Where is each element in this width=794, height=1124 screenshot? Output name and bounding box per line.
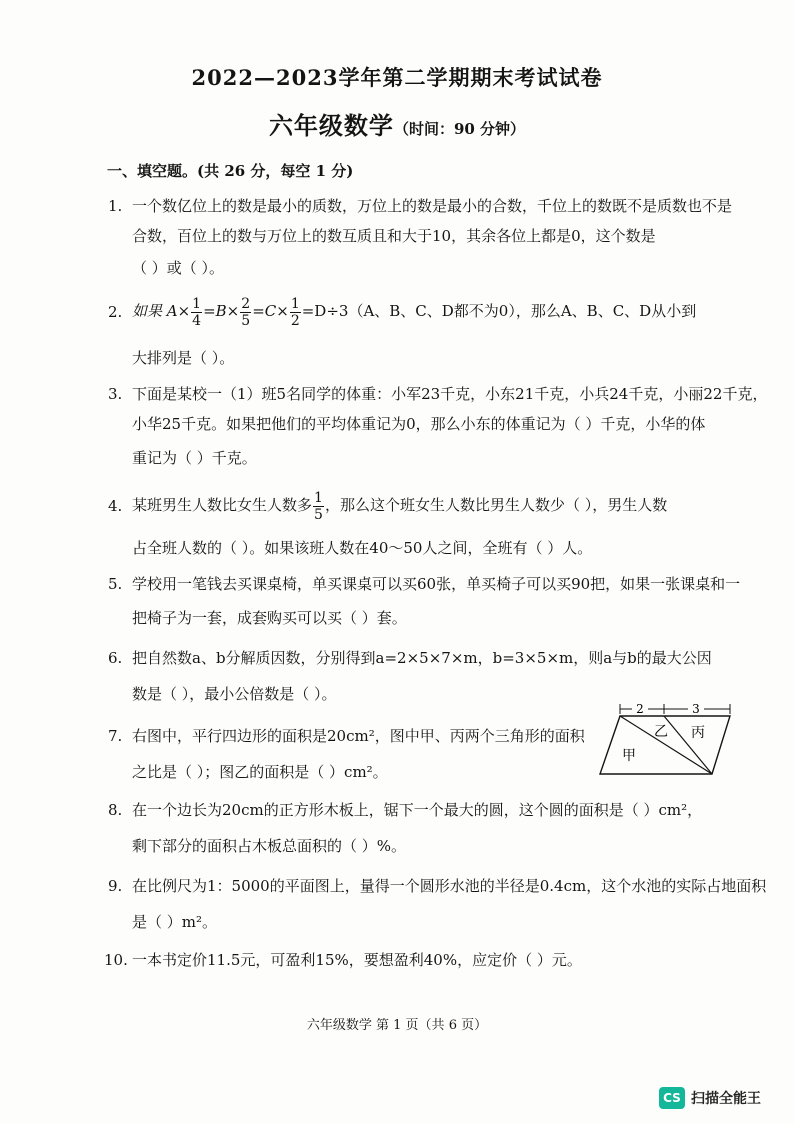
q4-denominator: 5 bbox=[314, 506, 323, 523]
q2-number: 2. bbox=[108, 303, 123, 321]
q4-line1 bbox=[132, 484, 667, 526]
q6-number: 6. bbox=[108, 649, 123, 667]
q3-number: 3. bbox=[108, 385, 123, 403]
q6-line2: 数是（ ），最小公倍数是（ ）。 bbox=[132, 685, 337, 703]
dim-label-left: 2 bbox=[636, 702, 644, 716]
q2-line2: 大排列是（ ）。 bbox=[132, 349, 235, 367]
q10-number: 10. bbox=[104, 951, 128, 969]
q10-line1: 一本书定价11.5元，可盈利15%，要想盈利40%，应定价（ ）元。 bbox=[132, 951, 582, 969]
q2-fraction-3 bbox=[290, 297, 301, 328]
exam-title: 2022—2023学年第二学期期末考试试卷 bbox=[191, 65, 603, 90]
q2-mid2: =C× bbox=[252, 302, 289, 320]
q2-line1 bbox=[132, 290, 696, 332]
q4-line2: 占全班人数的（ ）。如果该班人数在40～50人之间，全班有（ ）人。 bbox=[132, 539, 593, 557]
label-yi: 乙 bbox=[654, 724, 668, 740]
q3-line3: 重记为（ ）千克。 bbox=[132, 449, 257, 467]
exam-time: （时间：90 分钟） bbox=[393, 120, 526, 138]
camscanner-logo: CS bbox=[659, 1087, 685, 1109]
q2-f2-numerator: 2 bbox=[241, 295, 251, 312]
q2-fraction-1 bbox=[191, 297, 202, 328]
q6-line1: 把自然数a、b分解质因数，分别得到a=2×5×7×m，b=3×5×m，则a与b的最大公因 bbox=[132, 649, 712, 667]
q4-post: ，那么这个班女生人数比男生人数少（ ），男生人数 bbox=[324, 496, 668, 514]
q9-line1: 在比例尺为1：5000的平面图上，量得一个圆形水池的半径是0.4cm，这个水池的实际占地面积 bbox=[132, 877, 767, 895]
q2-f3-denominator: 2 bbox=[290, 312, 300, 329]
q2-pre: 如果 A× bbox=[132, 302, 191, 320]
exam-subtitle-row bbox=[0, 106, 794, 141]
parallelogram-figure bbox=[596, 700, 746, 784]
q1-line1: 一个数亿位上的数是最小的质数，万位上的数是最小的合数，千位上的数既不是质数也不是 bbox=[132, 197, 733, 215]
q4-pre: 某班男生人数比女生人数多 bbox=[132, 496, 313, 514]
q8-number: 8. bbox=[108, 801, 123, 819]
q4-number: 4. bbox=[108, 497, 123, 515]
q9-line2: 是（ ）m²。 bbox=[132, 913, 218, 931]
q2-fraction-2 bbox=[240, 297, 251, 328]
q2-f2-denominator: 5 bbox=[241, 312, 251, 329]
q2-mid1: =B× bbox=[203, 302, 240, 320]
dim-label-right: 3 bbox=[692, 702, 700, 716]
q5-line2: 把椅子为一套，成套购买可以买（ ）套。 bbox=[132, 609, 407, 627]
q5-number: 5. bbox=[108, 575, 123, 593]
section-heading: 一、填空题。(共 26 分，每空 1 分) bbox=[107, 162, 354, 180]
parallelogram-svg bbox=[596, 700, 746, 780]
q2-f1-denominator: 4 bbox=[192, 312, 202, 329]
q9-number: 9. bbox=[108, 877, 123, 895]
q2-f1-numerator: 1 bbox=[192, 295, 202, 312]
q7-number: 7. bbox=[108, 727, 123, 745]
q7-line2: 之比是（ ）；图乙的面积是（ ）cm²。 bbox=[132, 763, 388, 781]
camscanner-name: 扫描全能王 bbox=[691, 1091, 761, 1107]
label-jia: 甲 bbox=[622, 748, 636, 764]
q5-line1: 学校用一笔钱去买课桌椅，单买课桌可以买60张，单买椅子可以买90把，如果一张课桌和一 bbox=[132, 575, 741, 593]
q8-line1: 在一个边长为20cm的正方形木板上，锯下一个最大的圆，这个圆的面积是（ ）cm²， bbox=[132, 801, 703, 819]
q2-f3-numerator: 1 bbox=[290, 295, 300, 312]
label-bing: 丙 bbox=[691, 725, 705, 741]
q1-line2: 合数，百位上的数与万位上的数互质且和大于10，其余各位上都是0，这个数是 bbox=[132, 227, 656, 245]
q7-line1: 右图中，平行四边形的面积是20cm²，图中甲、丙两个三角形的面积 bbox=[132, 727, 585, 745]
q3-line2: 小华25千克。如果把他们的平均体重记为0，那么小东的体重记为（ ）千克，小华的体 bbox=[132, 415, 706, 433]
q3-line1: 下面是某校一（1）班5名同学的体重：小军23千克，小东21千克，小兵24千克，小丽22千克， bbox=[132, 385, 768, 403]
q1-line3: （ ）或（ ）。 bbox=[132, 259, 225, 277]
exam-subject: 六年级数学 bbox=[268, 111, 394, 140]
q2-post: =D÷3（A、B、C、D都不为0），那么A、B、C、D从小到 bbox=[301, 302, 697, 320]
page-footer: 六年级数学 第 1 页（共 6 页） bbox=[306, 1018, 488, 1033]
q4-numerator: 1 bbox=[314, 489, 323, 506]
scanner-watermark bbox=[659, 1087, 761, 1109]
q1-number: 1. bbox=[108, 197, 123, 215]
q8-line2: 剩下部分的面积占木板总面积的（ ）%。 bbox=[132, 837, 407, 855]
q4-fraction bbox=[313, 491, 324, 522]
